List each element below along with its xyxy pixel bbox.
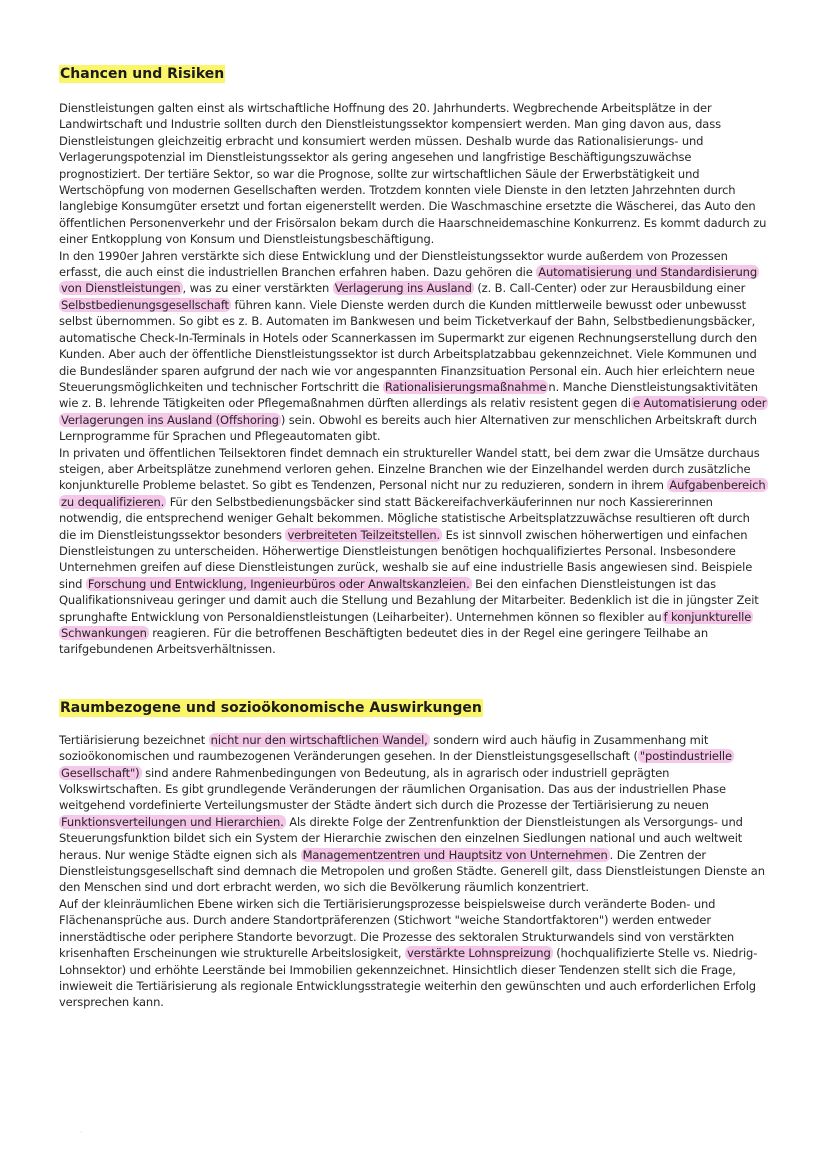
text-run: Dienstleistungen galten einst als wirtschaftliche Hoffnung des 20. Jahrhunderts. Wegbrechende Arbeitsplätze in der Landwirtschaft und Industrie sollten durch den Dienstleistungssektor kompensiert werden. Man ging davon aus, dass Dienstleistungen gleichzeitig erbracht und konsumiert werden müssen. Deshalb wurde das Rationalisierungs- und Verlagerungspotenzial im Dienstleistungssektor als gering angesehen und langfristige Beschäftigungszuwächse prognostiziert. Der tertiäre Sektor, so war die Prognose, sollte zur wirtschaftlichen Säule der Erwerbstätigkeit und Wertschöpfung von modernen Gesellschaften werden. Trotzdem konnten viele Dienste in den letzten Jahrzehnten durch langlebige Konsumgüter ersetzt und fortan eigenerstellt werden. Die Waschmaschine ersetzte die Wäscherei, das Auto den öffentlichen Personenverkehr und der Frisörsalon bekam durch die Haarschneidemaschine Konkurrenz. Es kommt dadurch zu einer Entkopplung von Konsum und Dienstleistungsbeschäftigung. xyxy=(59,101,767,247)
document-content xyxy=(59,64,769,1011)
text-run: sind andere Rahmenbedingungen von Bedeutung, als in agrarisch oder industriell geprägten Volkswirtschaften. Es gibt grundlegende Veränderungen der räumlichen Organisation. Das aus der industriellen Phase weitgehend vordefinierte Verteilungsmuster der Städte ändert sich durch die Prozesse der Tertiärisierung zu neuen xyxy=(59,765,726,813)
highlighted-phrase: Automatisierung und Standardisierung von Dienstleistungen xyxy=(61,265,758,296)
highlighted-phrase: Verlagerung ins Ausland xyxy=(334,281,472,296)
text-run: Als direkte Folge der Zentrenfunktion der Dienstleistungen als Versorgungs- und Steuerungsfunktion bildet sich ein System der Hierarchie zwischen den einzelnen Siedlungen national und auch weltweit heraus. Nur wenige Städte eignen sich als xyxy=(59,814,743,862)
section-chancen-und-risiken xyxy=(59,64,769,658)
text-run: Es ist sinnvoll zwischen höherwertigen und einfachen Dienstleistungen zu unterscheiden. Höherwertige Dienstleistungen benötigen hochqualifiziertes Personal. Insbesondere Unternehmen greifen auf diese Dienstleistungen zurück, weshalb sie auf eine industrielle Basis angewiesen sind. Beispiele sind xyxy=(59,527,753,591)
footer-mark: · xyxy=(80,1128,83,1137)
paragraph xyxy=(59,445,769,658)
text-run: (hochqualifizierte Stelle vs. Niedrig-Lohnsektor) und erhöhte Leerstände bei Immobilien gekennzeichnet. Hinsichtlich dieser Tendenzen stellt sich die Frage, inwieweit die Tertiärisierung als regionale Entwicklungsstrategie weiterhin den gewünschten und auch erforderlichen Erfolg versprechen kann. xyxy=(59,946,758,1010)
text-run: Für den Selbstbedienungsbäcker sind statt Bäckereifachverkäuferinnen nur noch Kassiererinnen notwendig, die entsprechend weniger Gehalt bekommen. Mögliche statistische Arbeitsplatzzuwächse resultieren oft durch die im Dienstleistungssektor besonders xyxy=(59,494,750,542)
text-run: n. Manche Dienstleistungsaktivitäten wie z. B. lehrende Tätigkeiten oder Pflegemaßnahmen dürften allerdings als relativ resistent gegen di xyxy=(59,379,758,411)
highlighted-phrase: f konjunkturelle Schwankungen xyxy=(61,609,752,640)
highlighted-phrase: nicht nur den wirtschaftlichen Wandel, xyxy=(210,732,428,747)
text-run: . Die Zentren der Dienstleistungsgesellschaft sind demnach die Metropolen und großen Städte. Generell gilt, dass Dienstleistungen Dienste an den Menschen sind und dort erbracht werden, wo sich die Bevölkerung räumlich konzentriert. xyxy=(59,847,765,895)
text-run: In den 1990er Jahren verstärkte sich diese Entwicklung und der Dienstleistungssektor wurde außerdem von Prozessen erfasst, die auch einst die industriellen Branchen erfahren haben. Dazu gehören die xyxy=(59,248,728,280)
text-run: Bei den einfachen Dienstleistungen ist das Qualifikationsniveau geringer und damit auch die Stellung und Bezahlung der Mitarbeiter. Bedenklich ist die in jüngster Zeit sprunghafte Entwicklung von Personaldienstleistungen (Leiharbeiter). Unternehmen können so flexibler au xyxy=(59,576,759,624)
highlighted-phrase: verbreiteten Teilzeitstellen. xyxy=(287,527,441,542)
text-run: sondern wird auch häufig in Zusammenhang mit sozioökonomischen und raumbezogenen Veränderungen gesehen. In der Dienstleistungsgesellschaft ( xyxy=(59,732,709,764)
highlighted-phrase: e Automatisierung oder Verlagerungen ins Ausland (Offshoring xyxy=(61,396,767,427)
highlighted-phrase: "postindustrielle Gesellschaft") xyxy=(61,749,732,780)
highlighted-phrase: Funktionsverteilungen und Hierarchien. xyxy=(61,814,284,829)
text-run: Auf der kleinräumlichen Ebene wirken sich die Tertiärisierungsprozesse beispielsweise durch veränderte Boden- und Flächenansprüche aus. Durch andere Standortpräferenzen (Stichwort "weiche Standortfaktoren") werden entweder innerstädtische oder periphere Standorte bevorzugt. Die Prozesse des sektoralen Strukturwandels sind von verstärkten krisenhaften Erscheinungen wie strukturelle Arbeitslosigkeit, xyxy=(59,896,735,961)
paragraph xyxy=(59,100,769,248)
paragraph xyxy=(59,248,769,445)
paragraph xyxy=(59,732,769,896)
highlighted-phrase: Selbstbedienungsgesellschaft xyxy=(61,297,229,312)
highlighted-phrase: Rationalisierungsmaßnahme xyxy=(384,379,547,394)
text-run: reagieren. Für die betroffenen Beschäftigten bedeutet dies in der Regel eine geringere Teilhabe an tarifgebundenen Arbeitsverhältnissen. xyxy=(59,626,708,657)
text-run: , was zu einer verstärkten xyxy=(182,281,333,296)
paragraph xyxy=(59,896,769,1011)
heading-highlight: Chancen und Risiken xyxy=(60,66,225,82)
text-run: ) sein. Obwohl es bereits auch hier Alternativen zur menschlichen Arbeitskraft durch Lernprogramme für Sprachen und Pflegeautomaten gibt. xyxy=(59,412,757,444)
section-heading xyxy=(59,64,769,84)
text-run: führen kann. Viele Dienste werden durch die Kunden mittlerweile bewusst oder unbewusst selbst übernommen. So gibt es z. B. Automaten im Bankwesen und beim Ticketverkauf der Bahn, Selbstbedienungsbäcker, automatische Check-In-Terminals in Hotels oder Scannerkassen im Supermarkt zur eigenen Rechnungserstellung durch den Kunden. Aber auch der öffentliche Dienstleistungssektor ist durch Arbeitsplatzabbau gekennzeichnet. Viele Kommunen und die Bundesländer sparen aufgrund der nach wie vor angespannten Finanzsituation Personal ein. Auch hier erleichtern neue Steuerungsmöglichkeiten und technischer Fortschritt die xyxy=(59,297,758,394)
section-heading xyxy=(59,698,769,718)
text-run: Tertiärisierung bezeichnet xyxy=(59,732,209,747)
highlighted-phrase: Forschung und Entwicklung, Ingenieurbüros oder Anwaltskanzleien. xyxy=(87,576,470,591)
highlighted-phrase: verstärkte Lohnspreizung xyxy=(406,946,551,961)
text-run: In privaten und öffentlichen Teilsektoren findet demnach ein struktureller Wandel statt, bei dem zwar die Umsätze durchaus steigen, aber Arbeitsplätze zunehmend verloren gehen. Einzelne Branchen wie der Einzelhandel werden durch zusätzliche konjunkturelle Probleme belastet. So gibt es Tendenzen, Personal nicht nur zu reduzieren, sondern in ihrem xyxy=(59,445,760,493)
section-raumbezogene-auswirkungen xyxy=(59,698,769,1011)
text-run: (z. B. Call-Center) oder zur Herausbildung einer xyxy=(473,281,746,296)
highlighted-phrase: Managementzentren und Hauptsitz von Unternehmen xyxy=(302,847,608,862)
heading-highlight: Raumbezogene und sozioökonomische Auswirkungen xyxy=(60,699,482,716)
highlighted-phrase: Aufgabenbereich zu dequalifizieren. xyxy=(61,478,766,509)
